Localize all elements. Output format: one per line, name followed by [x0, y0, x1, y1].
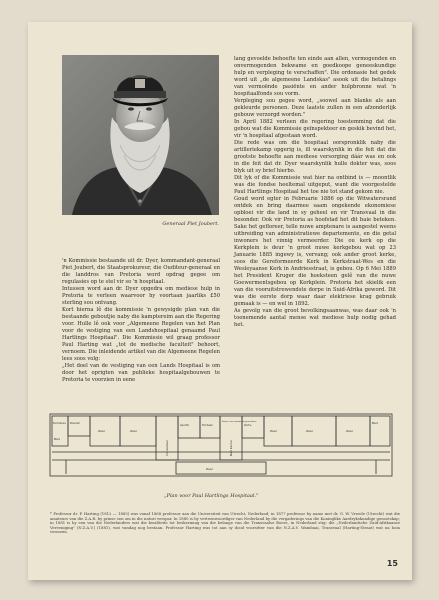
plan-room-label: Zaal: [306, 429, 313, 433]
plan-room-label: Bad kamer: [229, 439, 233, 456]
book-page: [28, 22, 412, 580]
paragraph: Intussen word aan dr. Dyer opgedra om mediese hulp in Pretoria te verleen waarvoor hy voortaan jaarliks £50 sterling sou ontvang.: [62, 286, 220, 306]
portrait-photo: [62, 55, 219, 215]
plan-caption: „Plan voor Paul Hartlings Hospitaal.": [164, 493, 259, 499]
paragraph: Verpleging sou gegee word, „soowel aan blanke als aan gekleurde personen. Deze laatste zullen in een afzonderlijk gebouw verzorgd worden.": [234, 98, 396, 118]
paragraph: lang gevoelde behoefte ten einde aan allen, vermogenden en onvermogenden bekwame en goedkoope geneeskundige hulp en verpleging te verschaffen". Die ordonasie het gedek word uit „de algemeene Landskas" asook uit die betalings van vermoënde pasiënte en ander hulpbronne wat 'n hospitaalfonds sou vorm.: [234, 56, 396, 97]
plan-room-label: Kamer voor inwonend geneesheer: [222, 421, 257, 423]
plan-room-label: Zaal: [346, 429, 353, 433]
footnote: * Professor dr. P. Harting (1812 — 1885) was vanaf 1868 professor aan die Universiteit van Utrecht, Nederland; in 1877 professor by name met dr. G. W. Vreede (Utrecht) wat die amateurs van die Z.A.R. by prinse sen om in die naturi verspar. In 1880 is hy verteenwoordiger van Nederland by die vergaderings van die Koninglike Aardrykskundige genootskap; in 1881 is hy een van die Nederlanders wat die kwaliteite tot beskerming van die belange van die Transvaalse Boere, in Nederland stig: die „Nederlandsche Zuid-Afrikaanse Vereeniging" (N.Z.A.V.) (1881), wat vandag nog bestaan. Professor Harting was tot aan sy dood voorsitter van die N.Z.A.V. Wambaai, Transvaal (Harting-Straat) wat na hom vernoem.: [50, 511, 400, 535]
plan-room-label: Bad: [54, 437, 60, 441]
plan-room-label: Zaal: [98, 429, 105, 433]
paragraph: Die rede was om die hospitaal oorspronklik naby die artilleriekamp opgerig is, ill waarskynlik in die feit dat die grootste behoefte aan mediese versorging dáár was en ook in die feit dat dr. Dyer waarskynlik hulle dokter was, soos blyk uit sy brief hierbo.: [234, 140, 396, 174]
plan-room-label: Apoth.: [180, 423, 190, 427]
right-text-column: [234, 56, 396, 329]
plan-room-label: Portaal: [202, 423, 213, 427]
portrait-caption: Generaal Piet Joubert.: [162, 221, 219, 227]
plan-room-label: Zaal: [130, 429, 137, 433]
plan-room-label: Bad: [372, 421, 378, 425]
paragraph: In April 1882 verleen die regering toestemming dat die gebou wat die Kommissie geïnspekteer en geskik bevind het, vir 'n hospitaal afgestaan word.: [234, 119, 396, 139]
plan-room-label: Kombuis: [53, 421, 66, 425]
plan-room-label: Consulteer: [165, 439, 169, 456]
left-text-column: [62, 258, 220, 384]
paragraph: 'n Kommissie bestaande uit dr. Dyer, kommandant-generaal Piet Joubert, die Staatsprokureur, die Ouditeur-generaal en die landdros van Pretoria word opdrag gegee om regulasies op te stel vir so 'n hospitaal.: [62, 258, 220, 285]
portrait-figure: [62, 55, 219, 238]
paragraph: Kort hierna lê die kommissie 'n gewysigde plan van die bestaande geboutjie naby die kamptereim aan die Regering voor. Hulle lê ook voor „Algemeene Regelen van het Plan voor de vestiging van een Landshospitaal genaamd Paul Hartlings Hospitaal". Die Kommissie wil graag professor Paul Harting wat „tot de medische faculteit" behoort, vernoem. Die inleidende artikel van die Algemeene Regelen lees soos volg:: [62, 307, 220, 362]
paragraph: „Het doel van de vestiging van een Lands Hospitaal is om door het oprigten van publieke hospitaalgebouwen te Pretoria te voorzien in eene: [62, 363, 220, 383]
paragraph: Goud word egter in Februarie 1886 op die Witwatersrand ontdek en bring daarmee saam ongekende ekonomiese opbloei vir die land in sy geheel en vir Transvaal in die besonder. Ook vir Pretoria as hoofstad het dit baie beteken. Sake het gefloreer, telle nuwe amptenare is aangestel weens uitbreiding van administratiewe departemente, en die getal inwoners het vinnig vermeerder. Die ou kerk op die Kerkplein is deur 'n groot nuwe kerkgebou wat op 23 Januarie 1885 ingewy is, vervang; ook ander groot kerke, soos die Gereformeerde Kerk in Kerkstraat-Wes en die Wesleyaanse Kerk in Andriesstraat, is gebou. Op 6 Mei 1889 het President Kruger die hoeksteen gelê van die nuwe Goewermentsgebou op Kerkplein. Pretoria het skielik een van die vooruitstrewendste dorpe in Suid-Afrika geword. Dit was die eerste dorp waar daar elektriese krag gebruik gemaak is — en wel in 1892.: [234, 196, 396, 307]
plan-room-label: Dienst: [70, 421, 80, 425]
paragraph: As gevolg van die groot bevolkingsaanwas, was daar ook 'n toenemende aantal mense wat mediese hulp nodig gehad het.: [234, 308, 396, 328]
plan-room-label: Ontv.: [244, 423, 252, 427]
paragraph: Dit lyk of die Kommissie wat hier na ontbind is — moontlik was die fondse heeltemal uitgeput, want die voorgestelde Paul Hartlings Hospitaal het toe nie tot stand gekom nie.: [234, 175, 396, 195]
plan-room-label: Zaal: [206, 467, 213, 471]
page-number: 15: [386, 559, 398, 568]
hospital-floor-plan: [46, 410, 396, 488]
plan-room-label: Zaal: [270, 429, 277, 433]
